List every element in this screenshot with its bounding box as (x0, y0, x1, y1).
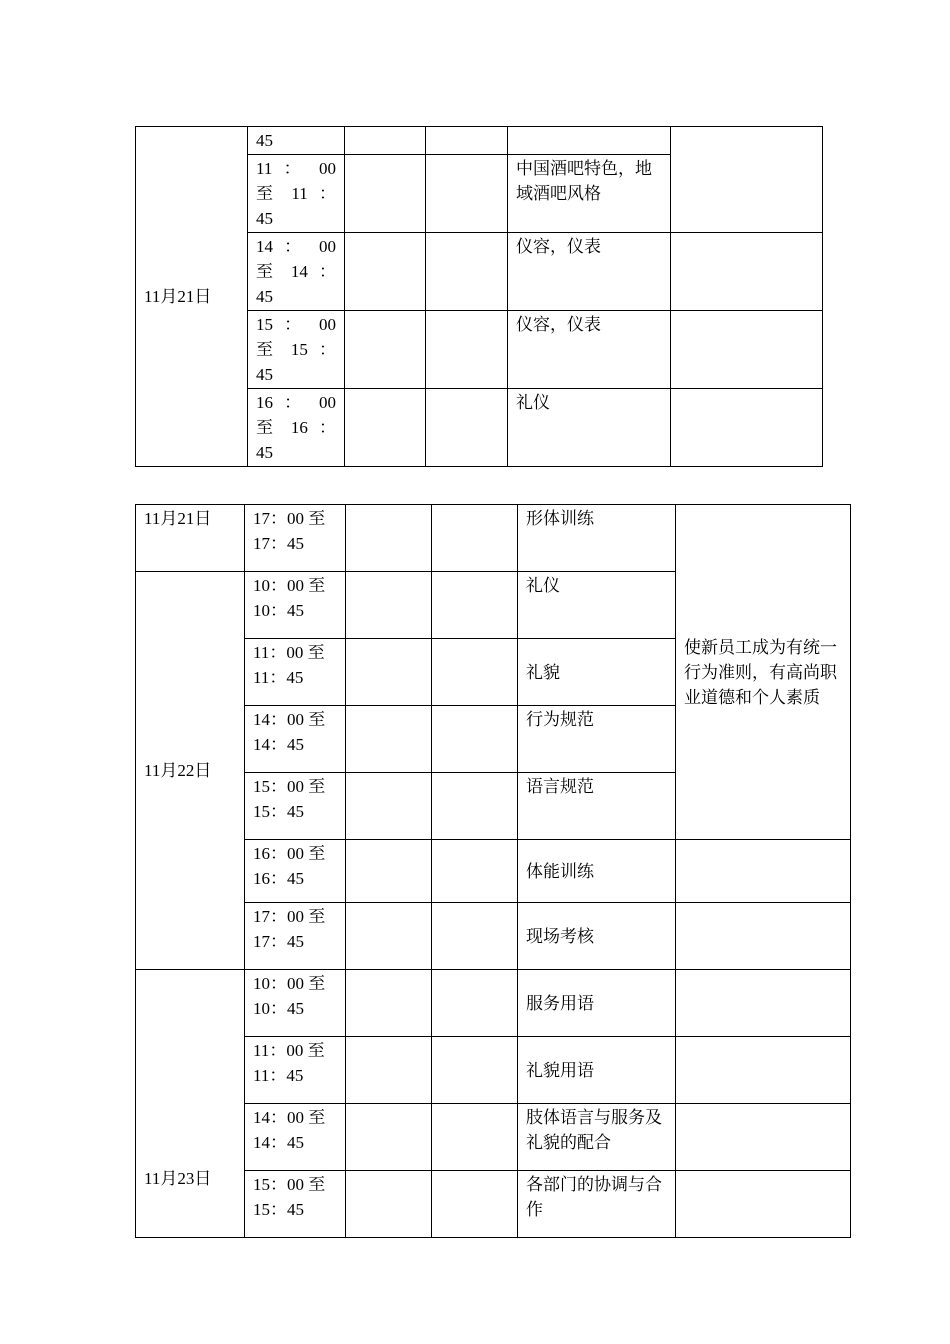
time-cell: 17：00 至 17：45 (245, 505, 346, 572)
time-cell: 15：00 至 15：45 (245, 1171, 346, 1238)
time-cell: 45 (248, 127, 345, 155)
topic-cell: 中国酒吧特色，地域酒吧风格 (508, 155, 671, 233)
topic-cell: 礼仪 (508, 389, 671, 467)
location-cell (426, 389, 508, 467)
location-cell (432, 706, 518, 773)
location-cell (426, 127, 508, 155)
time-cell: 17：00 至 17：45 (245, 903, 346, 970)
trainer-cell (346, 1171, 432, 1238)
training-schedule-table-1 (135, 126, 823, 467)
time-cell: 14 ： 00 至 14 ： 45 (248, 233, 345, 311)
topic-cell: 礼貌用语 (518, 1037, 676, 1104)
date-cell: 11月21日 (136, 505, 245, 572)
topic-cell: 礼仪 (518, 572, 676, 639)
trainer-cell (346, 1104, 432, 1171)
trainer-cell (346, 773, 432, 840)
time-cell: 15 ： 00 至 15 ： 45 (248, 311, 345, 389)
trainer-cell (346, 639, 432, 706)
trainer-cell (345, 127, 426, 155)
topic-cell (508, 127, 671, 155)
table-row (136, 970, 851, 1037)
goal-cell (676, 1037, 851, 1104)
location-cell (432, 572, 518, 639)
time-cell: 14：00 至 14：45 (245, 706, 346, 773)
location-cell (432, 903, 518, 970)
time-cell: 16：00 至 16：45 (245, 840, 346, 903)
goal-cell: 使新员工成为有统一行为准则，有高尚职业道德和个人素质 (676, 505, 851, 840)
time-cell: 10：00 至 10：45 (245, 572, 346, 639)
goal-cell (676, 903, 851, 970)
topic-cell: 各部门的协调与合作 (518, 1171, 676, 1238)
training-schedule-table-2 (135, 504, 851, 1238)
trainer-cell (346, 706, 432, 773)
location-cell (432, 639, 518, 706)
goal-cell (671, 389, 823, 467)
location-cell (426, 311, 508, 389)
time-cell: 10：00 至 10：45 (245, 970, 346, 1037)
trainer-cell (345, 155, 426, 233)
goal-cell (676, 1104, 851, 1171)
location-cell (432, 773, 518, 840)
table-row (136, 127, 823, 155)
time-cell: 11：00 至 11：45 (245, 1037, 346, 1104)
trainer-cell (346, 903, 432, 970)
topic-cell: 肢体语言与服务及礼貌的配合 (518, 1104, 676, 1171)
goal-cell (671, 311, 823, 389)
date-cell: 11月23日 (136, 970, 245, 1238)
location-cell (426, 233, 508, 311)
trainer-cell (346, 970, 432, 1037)
trainer-cell (346, 572, 432, 639)
goal-cell (676, 1171, 851, 1238)
location-cell (432, 505, 518, 572)
trainer-cell (346, 505, 432, 572)
topic-cell: 体能训练 (518, 840, 676, 903)
time-cell: 11：00 至 11：45 (245, 639, 346, 706)
trainer-cell (346, 1037, 432, 1104)
location-cell (432, 970, 518, 1037)
time-cell: 14：00 至 14：45 (245, 1104, 346, 1171)
location-cell (432, 1171, 518, 1238)
trainer-cell (345, 389, 426, 467)
topic-cell: 行为规范 (518, 706, 676, 773)
topic-cell: 现场考核 (518, 903, 676, 970)
time-cell: 16 ： 00 至 16 ： 45 (248, 389, 345, 467)
goal-cell (671, 233, 823, 311)
date-cell: 11月21日 (136, 127, 248, 467)
topic-cell: 仪容，仪表 (508, 233, 671, 311)
location-cell (432, 1037, 518, 1104)
topic-cell: 语言规范 (518, 773, 676, 840)
topic-cell: 仪容，仪表 (508, 311, 671, 389)
table-row (136, 505, 851, 572)
time-cell: 11 ： 00 至 11 ： 45 (248, 155, 345, 233)
trainer-cell (345, 233, 426, 311)
time-cell: 15：00 至 15：45 (245, 773, 346, 840)
goal-cell (676, 840, 851, 903)
location-cell (426, 155, 508, 233)
topic-cell: 形体训练 (518, 505, 676, 572)
topic-cell: 礼貌 (518, 639, 676, 706)
goal-cell (671, 127, 823, 233)
goal-cell (676, 970, 851, 1037)
topic-cell: 服务用语 (518, 970, 676, 1037)
location-cell (432, 840, 518, 903)
trainer-cell (346, 840, 432, 903)
trainer-cell (345, 311, 426, 389)
location-cell (432, 1104, 518, 1171)
date-cell: 11月22日 (136, 572, 245, 970)
